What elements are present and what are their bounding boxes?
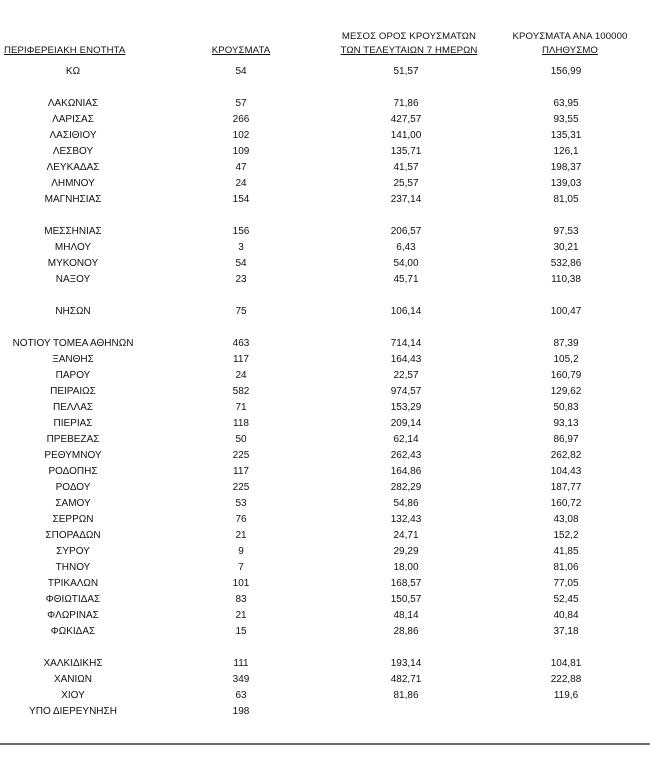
cell-per100k: 37,18	[553, 626, 579, 637]
cell-per100k: 41,85	[553, 546, 579, 557]
cell-cases: 198	[232, 706, 250, 717]
table-row	[0, 368, 650, 384]
cell-cases: 349	[232, 674, 250, 685]
cell-avg7: 209,14	[390, 418, 422, 429]
cell-avg7: 48,14	[393, 610, 419, 621]
cell-avg7: 24,71	[393, 530, 419, 541]
cell-per100k: 87,39	[553, 338, 579, 349]
cell-region: ΝΟΤΙΟΥ ΤΟΜΕΑ ΑΘΗΝΩΝ	[12, 338, 134, 349]
table-row	[0, 96, 650, 112]
table-row	[0, 464, 650, 480]
cell-cases: 9	[238, 546, 244, 557]
cell-region: ΞΑΝΘΗΣ	[52, 354, 94, 365]
cell-avg7: 153,29	[390, 402, 422, 413]
cell-per100k: 129,62	[550, 386, 582, 397]
cell-region: ΣΕΡΡΩΝ	[52, 514, 94, 525]
cell-avg7: 135,71	[390, 146, 422, 157]
table-row	[0, 256, 650, 272]
cell-cases: 117	[233, 354, 249, 365]
cell-cases: 463	[232, 338, 250, 349]
cell-per100k: 100,47	[550, 306, 582, 317]
table-row	[0, 704, 650, 720]
cell-region: ΣΥΡΟΥ	[56, 546, 90, 557]
cell-region: ΠΕΙΡΑΙΩΣ	[50, 386, 96, 397]
table-row	[0, 128, 650, 144]
cell-cases: 225	[232, 450, 250, 461]
table-row	[0, 64, 650, 80]
cell-region: ΡΕΘΥΜΝΟΥ	[44, 450, 102, 461]
cell-avg7: 22,57	[393, 370, 419, 381]
cell-per100k: 532,86	[550, 258, 582, 269]
cell-per100k: 97,53	[553, 226, 579, 237]
cell-cases: 63	[235, 690, 247, 701]
cell-cases: 54	[235, 258, 247, 269]
cell-avg7: 164,43	[390, 354, 422, 365]
cell-avg7: 132,43	[390, 514, 422, 525]
cell-avg7: 714,14	[390, 338, 422, 349]
cell-region: ΧΑΛΚΙΔΙΚΗΣ	[43, 658, 103, 669]
table-row	[0, 496, 650, 512]
cell-per100k: 126,1	[553, 146, 579, 157]
cell-cases: 23	[235, 274, 247, 285]
cell-avg7: 28,86	[393, 626, 419, 637]
cell-cases: 53	[235, 498, 247, 509]
cell-region: ΠΡΕΒΕΖΑΣ	[46, 434, 100, 445]
table-row	[0, 272, 650, 288]
cell-cases: 266	[232, 114, 250, 125]
cell-region: ΚΩ	[65, 66, 81, 77]
table-row	[0, 560, 650, 576]
cell-avg7: 54,00	[393, 258, 419, 269]
cell-cases: 24	[235, 178, 247, 189]
cell-cases: 102	[232, 130, 250, 141]
cell-per100k: 63,95	[553, 98, 579, 109]
cell-cases: 47	[235, 162, 247, 173]
cell-cases: 225	[232, 482, 250, 493]
header-avg7-line1: ΜΕΣΟΣ ΟΡΟΣ ΚΡΟΥΣΜΑΤΩΝ	[341, 31, 477, 42]
table-row	[0, 304, 650, 320]
cell-region: ΛΕΣΒΟΥ	[52, 146, 94, 157]
cell-region: ΛΕΥΚΑΔΑΣ	[46, 162, 100, 173]
cell-per100k: 135,31	[550, 130, 582, 141]
header-per100k-line1: ΚΡΟΥΣΜΑΤΑ ΑΝΑ 100000	[512, 31, 628, 42]
cell-region: ΧΙΟΥ	[61, 690, 85, 701]
cell-cases: 3	[238, 242, 244, 253]
cell-per100k: 104,43	[550, 466, 582, 477]
cell-cases: 118	[233, 418, 249, 429]
cell-per100k: 160,72	[550, 498, 582, 509]
cell-cases: 75	[235, 306, 247, 317]
table-row	[0, 672, 650, 688]
cell-per100k: 30,21	[553, 242, 579, 253]
cell-per100k: 187,77	[550, 482, 582, 493]
cell-per100k: 81,06	[553, 562, 579, 573]
cell-avg7: 6,43	[396, 242, 416, 253]
table-row	[0, 544, 650, 560]
cell-per100k: 50,83	[553, 402, 579, 413]
cell-avg7: 62,14	[393, 434, 419, 445]
header-region: ΠΕΡΙΦΕΡΕΙΑΚΗ ΕΝΟΤΗΤΑ	[4, 45, 126, 56]
cell-avg7: 262,43	[390, 450, 422, 461]
cell-per100k: 156,99	[550, 66, 582, 77]
cell-avg7: 237,14	[390, 194, 422, 205]
cell-avg7: 106,14	[390, 306, 422, 317]
cell-cases: 154	[232, 194, 250, 205]
cell-region: ΦΘΙΩΤΙΔΑΣ	[45, 594, 101, 605]
table-row	[0, 512, 650, 528]
cell-region: ΝΑΞΟΥ	[55, 274, 91, 285]
cell-avg7: 164,86	[390, 466, 422, 477]
cell-per100k: 52,45	[553, 594, 579, 605]
cell-avg7: 51,57	[393, 66, 419, 77]
cell-avg7: 482,71	[390, 674, 422, 685]
cell-cases: 109	[232, 146, 250, 157]
cell-per100k: 105,2	[553, 354, 579, 365]
cell-avg7: 71,86	[393, 98, 419, 109]
table-row	[0, 176, 650, 192]
cell-per100k: 40,84	[553, 610, 579, 621]
cell-cases: 57	[235, 98, 247, 109]
cell-cases: 54	[235, 66, 247, 77]
cell-avg7: 168,57	[390, 578, 422, 589]
cell-cases: 101	[232, 578, 250, 589]
cell-cases: 24	[235, 370, 247, 381]
cell-avg7: 81,86	[393, 690, 419, 701]
cell-avg7: 18,00	[393, 562, 419, 573]
cell-avg7: 141,00	[390, 130, 422, 141]
cell-per100k: 139,03	[550, 178, 582, 189]
cell-cases: 21	[235, 610, 247, 621]
table-row	[0, 656, 650, 672]
table-row	[0, 448, 650, 464]
cell-cases: 15	[235, 626, 247, 637]
table-row	[0, 608, 650, 624]
cell-avg7: 193,14	[390, 658, 422, 669]
cell-cases: 7	[238, 562, 244, 573]
cell-per100k: 110,38	[551, 274, 581, 285]
table-row	[0, 592, 650, 608]
cell-region: ΤΡΙΚΑΛΩΝ	[47, 578, 99, 589]
cell-avg7: 45,71	[393, 274, 419, 285]
table-row	[0, 688, 650, 704]
cell-region: ΜΑΓΝΗΣΙΑΣ	[44, 194, 102, 205]
cell-avg7: 29,29	[393, 546, 419, 557]
cell-per100k: 86,97	[553, 434, 579, 445]
bottom-divider	[0, 743, 650, 745]
cell-region: ΧΑΝΙΩΝ	[53, 674, 93, 685]
table-row	[0, 192, 650, 208]
cell-per100k: 93,13	[553, 418, 579, 429]
header-avg7-line2: ΤΩΝ ΤΕΛΕΥΤΑΙΩΝ 7 ΗΜΕΡΩΝ	[340, 45, 478, 56]
cell-region: ΣΠΟΡΑΔΩΝ	[45, 530, 101, 541]
cell-per100k: 222,88	[550, 674, 582, 685]
cell-avg7: 427,57	[390, 114, 422, 125]
cell-region: ΣΑΜΟΥ	[55, 498, 91, 509]
cell-cases: 156	[232, 226, 250, 237]
cell-avg7: 974,57	[390, 386, 422, 397]
table-row	[0, 432, 650, 448]
header-per100k-line2: ΠΛΗΘΥΣΜΟ	[541, 45, 598, 56]
cell-cases: 71	[235, 402, 247, 413]
table-row	[0, 336, 650, 352]
cell-per100k: 119,6	[553, 690, 579, 701]
cell-region: ΜΕΣΣΗΝΙΑΣ	[44, 226, 102, 237]
cell-region: ΡΟΔΟΠΗΣ	[48, 466, 98, 477]
cell-region: ΛΑΚΩΝΙΑΣ	[47, 98, 99, 109]
cell-region: ΠΑΡΟΥ	[55, 370, 91, 381]
table-row	[0, 400, 650, 416]
cell-cases: 50	[235, 434, 247, 445]
table-row	[0, 240, 650, 256]
cell-cases: 21	[235, 530, 247, 541]
cell-region: ΥΠΟ ΔΙΕΡΕΥΝΗΣΗ	[29, 706, 117, 717]
cell-per100k: 152,2	[553, 530, 579, 541]
cell-region: ΜΗΛΟΥ	[54, 242, 92, 253]
header-cases: ΚΡΟΥΣΜΑΤΑ	[211, 45, 271, 56]
cell-region: ΛΑΡΙΣΑΣ	[52, 114, 94, 125]
table-body	[0, 64, 650, 720]
table-row	[0, 624, 650, 640]
table-row	[0, 384, 650, 400]
cell-avg7: 25,57	[393, 178, 419, 189]
cell-per100k: 262,82	[550, 450, 582, 461]
table-row	[0, 144, 650, 160]
cell-avg7: 206,57	[390, 226, 422, 237]
cell-per100k: 81,05	[553, 194, 579, 205]
cell-avg7: 150,57	[390, 594, 422, 605]
cell-per100k: 198,37	[550, 162, 582, 173]
cell-per100k: 77,05	[553, 578, 579, 589]
table-row	[0, 224, 650, 240]
cell-region: ΠΕΛΛΑΣ	[52, 402, 94, 413]
cell-region: ΝΗΣΩΝ	[55, 306, 91, 317]
cell-region: ΛΗΜΝΟΥ	[51, 178, 95, 189]
cell-region: ΜΥΚΟΝΟΥ	[47, 258, 99, 269]
table-row	[0, 576, 650, 592]
cell-region: ΠΙΕΡΙΑΣ	[53, 418, 93, 429]
table-row	[0, 160, 650, 176]
cell-cases: 111	[233, 658, 249, 669]
table-row	[0, 112, 650, 128]
cell-per100k: 160,79	[550, 370, 582, 381]
cell-region: ΡΟΔΟΥ	[55, 482, 91, 493]
cell-per100k: 43,08	[553, 514, 579, 525]
cell-cases: 83	[235, 594, 247, 605]
cell-per100k: 104,81	[550, 658, 582, 669]
cell-region: ΦΛΩΡΙΝΑΣ	[47, 610, 99, 621]
table-row	[0, 528, 650, 544]
cell-region: ΤΗΝΟΥ	[55, 562, 91, 573]
cell-region: ΛΑΣΙΘΙΟΥ	[49, 130, 97, 141]
cell-cases: 582	[232, 386, 250, 397]
table-row	[0, 416, 650, 432]
table-row	[0, 480, 650, 496]
cell-cases: 76	[235, 514, 247, 525]
cell-cases: 117	[233, 466, 249, 477]
cell-avg7: 282,29	[390, 482, 422, 493]
cell-per100k: 93,55	[553, 114, 579, 125]
cell-avg7: 54,86	[393, 498, 419, 509]
cell-region: ΦΩΚΙΔΑΣ	[50, 626, 96, 637]
cell-avg7: 41,57	[393, 162, 419, 173]
table-row	[0, 352, 650, 368]
